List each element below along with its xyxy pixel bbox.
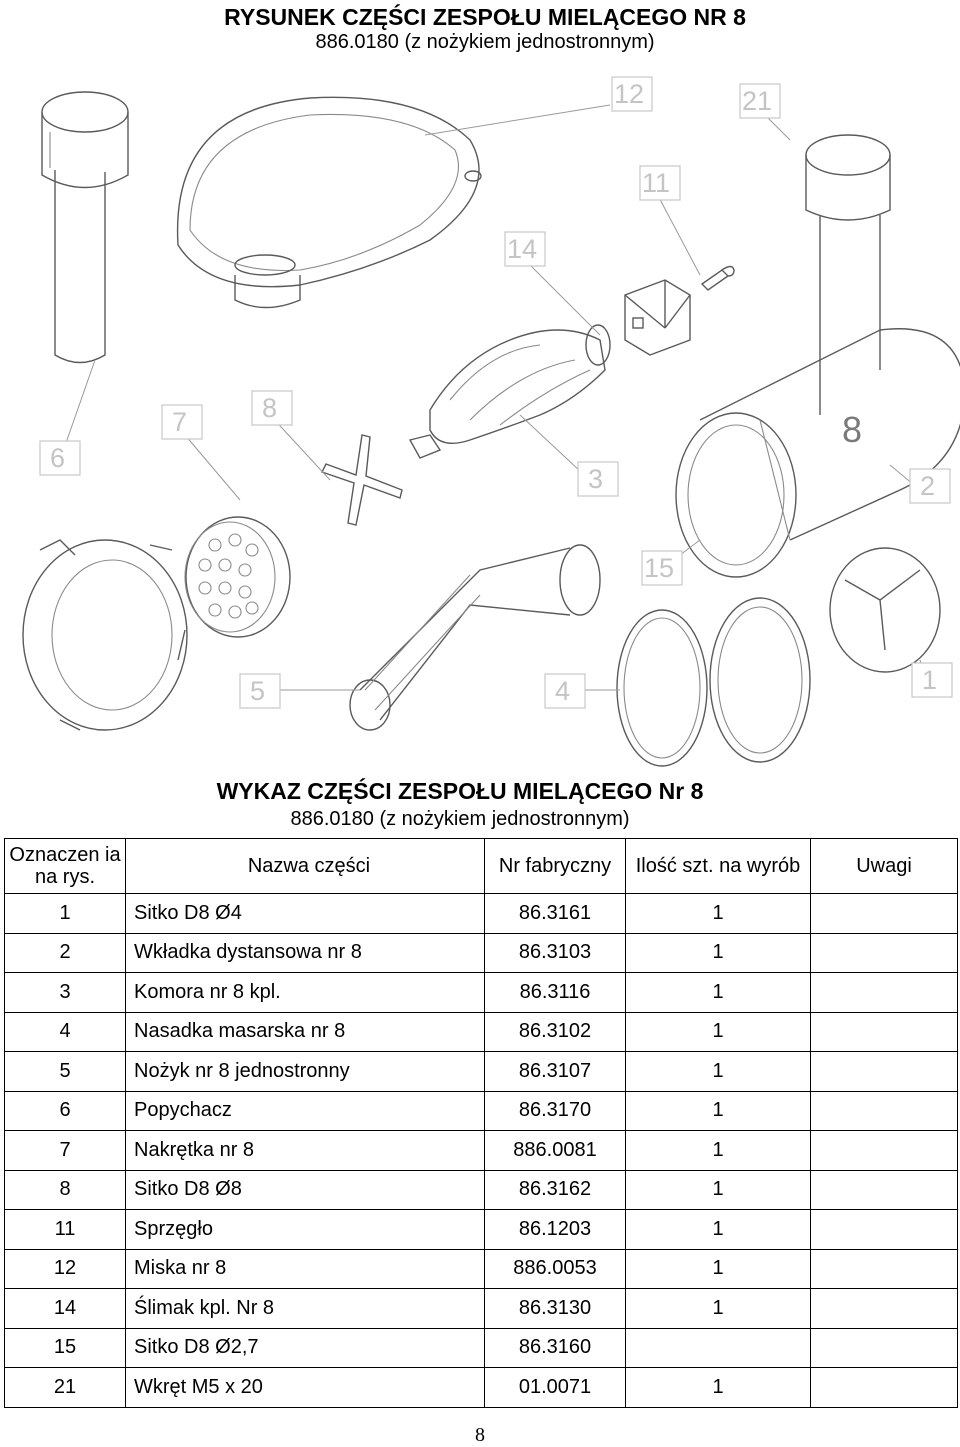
coupling-part bbox=[625, 280, 690, 355]
screw-part bbox=[702, 267, 734, 291]
callout-2: 2 bbox=[920, 471, 936, 501]
part-name-cell: Sitko D8 Ø4 bbox=[126, 894, 485, 934]
table-row bbox=[5, 933, 958, 973]
quantity-cell: 1 bbox=[626, 973, 811, 1013]
notes-cell bbox=[811, 1170, 958, 1210]
table-row bbox=[5, 894, 958, 934]
callout-15: 15 bbox=[644, 553, 675, 583]
table-row bbox=[5, 1091, 958, 1131]
part-name-cell: Wkładka dystansowa nr 8 bbox=[126, 933, 485, 973]
notes-cell bbox=[811, 894, 958, 934]
header-uwagi: Uwagi bbox=[811, 839, 958, 894]
table-row bbox=[5, 1210, 958, 1250]
parts-table bbox=[4, 838, 958, 1408]
quantity-cell: 1 bbox=[626, 1210, 811, 1250]
part-number-cell: 7 bbox=[5, 1131, 126, 1171]
part-number-cell: 4 bbox=[5, 1012, 126, 1052]
chamber-neck-part bbox=[806, 135, 890, 415]
locking-ring-part bbox=[23, 540, 187, 730]
drawing-title: RYSUNEK CZĘŚCI ZESPOŁU MIELĄCEGO NR 8 bbox=[224, 4, 746, 30]
callout-5: 5 bbox=[250, 676, 266, 706]
part-name-cell: Nożyk nr 8 jednostronny bbox=[126, 1052, 485, 1092]
part-number-cell: 3 bbox=[5, 973, 126, 1013]
callout-3: 3 bbox=[588, 464, 604, 494]
notes-cell bbox=[811, 1368, 958, 1408]
factory-number-cell: 886.0081 bbox=[485, 1131, 626, 1171]
notes-cell bbox=[811, 933, 958, 973]
callout-1: 1 bbox=[922, 665, 938, 695]
pusher-part bbox=[42, 92, 128, 363]
callout-8: 8 bbox=[262, 393, 278, 423]
table-row bbox=[5, 973, 958, 1013]
part-name-cell: Ślimak kpl. Nr 8 bbox=[126, 1289, 485, 1329]
drawing-subtitle: 886.0180 (z nożykiem jednostronnym) bbox=[315, 31, 655, 53]
spacer-part bbox=[830, 548, 940, 672]
part-name-cell: Wkręt M5 x 20 bbox=[126, 1368, 485, 1408]
table-row bbox=[5, 1170, 958, 1210]
factory-number-cell: 86.3103 bbox=[485, 933, 626, 973]
notes-cell bbox=[811, 1012, 958, 1052]
sieve-medium-part bbox=[710, 598, 810, 762]
quantity-cell bbox=[626, 1328, 811, 1368]
notes-cell bbox=[811, 1249, 958, 1289]
part-number-cell: 2 bbox=[5, 933, 126, 973]
part-name-cell: Komora nr 8 kpl. bbox=[126, 973, 485, 1013]
quantity-cell: 1 bbox=[626, 1249, 811, 1289]
quantity-cell: 1 bbox=[626, 1170, 811, 1210]
parts-list-title: WYKAZ CZĘŚCI ZESPOŁU MIELĄCEGO Nr 8 bbox=[216, 778, 704, 804]
factory-number-cell: 86.3116 bbox=[485, 973, 626, 1013]
quantity-cell: 1 bbox=[626, 1052, 811, 1092]
table-row bbox=[5, 1012, 958, 1052]
part-name-cell: Sprzęgło bbox=[126, 1210, 485, 1250]
notes-cell bbox=[811, 1210, 958, 1250]
callout-6: 6 bbox=[50, 443, 66, 473]
factory-number-cell: 86.3107 bbox=[485, 1052, 626, 1092]
part-number-cell: 14 bbox=[5, 1289, 126, 1329]
factory-number-cell: 86.3170 bbox=[485, 1091, 626, 1131]
notes-cell bbox=[811, 1328, 958, 1368]
factory-number-cell: 86.3102 bbox=[485, 1012, 626, 1052]
table-row bbox=[5, 1368, 958, 1408]
factory-number-cell: 886.0053 bbox=[485, 1249, 626, 1289]
factory-number-cell: 86.1203 bbox=[485, 1210, 626, 1250]
quantity-cell: 1 bbox=[626, 1131, 811, 1171]
part-number-cell: 5 bbox=[5, 1052, 126, 1092]
page-header bbox=[0, 4, 960, 54]
notes-cell bbox=[811, 973, 958, 1013]
page-number: 8 bbox=[475, 1424, 485, 1446]
factory-number-cell: 86.3161 bbox=[485, 894, 626, 934]
part-number-cell: 21 bbox=[5, 1368, 126, 1408]
part-number-cell: 1 bbox=[5, 894, 126, 934]
quantity-cell: 1 bbox=[626, 933, 811, 973]
part-name-cell: Nakrętka nr 8 bbox=[126, 1131, 485, 1171]
callout-14: 14 bbox=[507, 234, 538, 264]
callout-4: 4 bbox=[555, 676, 571, 706]
quantity-cell: 1 bbox=[626, 1012, 811, 1052]
notes-cell bbox=[811, 1091, 958, 1131]
header-nazwa: Nazwa części bbox=[126, 839, 485, 894]
exploded-parts-drawing bbox=[0, 70, 960, 790]
callout-21: 21 bbox=[742, 86, 773, 116]
hopper-bowl-part bbox=[178, 97, 481, 307]
callout-7: 7 bbox=[172, 407, 188, 437]
table-row bbox=[5, 1131, 958, 1171]
factory-number-cell: 86.3160 bbox=[485, 1328, 626, 1368]
header-oznaczenie: Oznaczen ia na rys. bbox=[5, 839, 126, 894]
grinder-chamber-part bbox=[676, 329, 960, 577]
table-row bbox=[5, 1052, 958, 1092]
quantity-cell: 1 bbox=[626, 1289, 811, 1329]
part-name-cell: Sitko D8 Ø2,7 bbox=[126, 1328, 485, 1368]
quantity-cell: 1 bbox=[626, 1368, 811, 1408]
part-number-cell: 6 bbox=[5, 1091, 126, 1131]
part-name-cell: Miska nr 8 bbox=[126, 1249, 485, 1289]
factory-number-cell: 86.3130 bbox=[485, 1289, 626, 1329]
part-number-cell: 15 bbox=[5, 1328, 126, 1368]
sieve-fine-part bbox=[617, 610, 707, 766]
notes-cell bbox=[811, 1289, 958, 1329]
parts-table-header bbox=[5, 839, 958, 894]
part-name-cell: Sitko D8 Ø8 bbox=[126, 1170, 485, 1210]
parts-list-subtitle: 886.0180 (z nożykiem jednostronnym) bbox=[290, 808, 630, 830]
callout-11: 11 bbox=[642, 168, 671, 198]
header-ilosc: Ilość szt. na wyrób bbox=[626, 839, 811, 894]
parts-table-body bbox=[5, 894, 958, 1408]
factory-number-cell: 86.3162 bbox=[485, 1170, 626, 1210]
header-nr-fabryczny: Nr fabryczny bbox=[485, 839, 626, 894]
quantity-cell: 1 bbox=[626, 1091, 811, 1131]
part-number-cell: 8 bbox=[5, 1170, 126, 1210]
part-number-cell: 11 bbox=[5, 1210, 126, 1250]
worm-screw-part bbox=[410, 325, 610, 458]
svg-text:8: 8 bbox=[842, 409, 863, 450]
notes-cell bbox=[811, 1052, 958, 1092]
notes-cell bbox=[811, 1131, 958, 1171]
small-sieve-part bbox=[185, 517, 290, 637]
table-row bbox=[5, 1249, 958, 1289]
knife-part bbox=[322, 435, 402, 525]
part-name-cell: Nasadka masarska nr 8 bbox=[126, 1012, 485, 1052]
table-row bbox=[5, 1289, 958, 1329]
callout-labels bbox=[40, 77, 952, 708]
factory-number-cell: 01.0071 bbox=[485, 1368, 626, 1408]
table-row bbox=[5, 1328, 958, 1368]
quantity-cell: 1 bbox=[626, 894, 811, 934]
part-number-cell: 12 bbox=[5, 1249, 126, 1289]
callout-12: 12 bbox=[614, 79, 645, 109]
part-name-cell: Popychacz bbox=[126, 1091, 485, 1131]
